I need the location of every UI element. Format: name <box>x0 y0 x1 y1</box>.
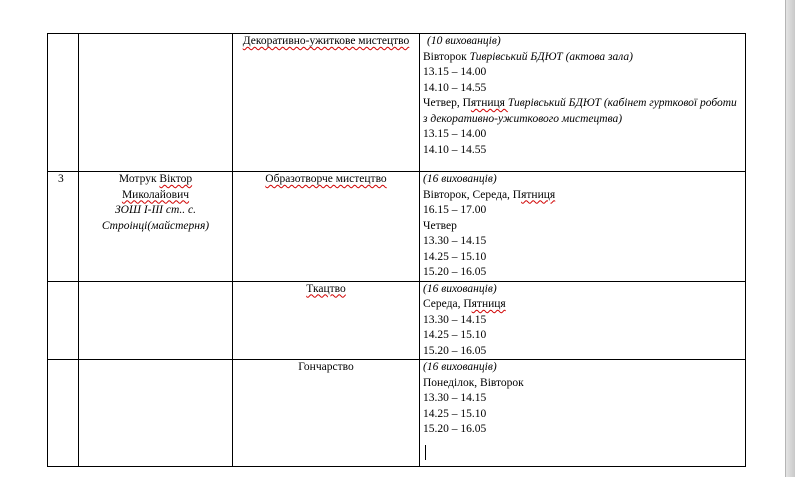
schedule-days <box>423 297 742 313</box>
subject-label: Гончарство <box>298 361 354 373</box>
time-slot: 14.10 – 14.55 <box>423 143 487 156</box>
subject-label: Ткацтво <box>306 282 346 295</box>
students-count: (16 вихованців) <box>423 282 497 295</box>
page-edge <box>786 0 795 477</box>
time-slot: 16.15 – 17.00 <box>423 204 487 216</box>
subject-cell[interactable] <box>233 34 420 172</box>
schedule-cell[interactable] <box>420 360 746 467</box>
time-slot: 13.30 – 14.15 <box>423 313 487 326</box>
time-slot: 13.15 – 14.00 <box>423 128 487 140</box>
schedule-days: Понеділок, Вівторок <box>423 376 524 389</box>
days-text: Вівторок, Середа, П <box>423 188 522 201</box>
days-text-cont: ятниця <box>471 298 506 310</box>
row-number-cell[interactable] <box>48 34 79 172</box>
teacher-name <box>82 172 229 188</box>
schedule-place: Тиврівський БДЮТ (кабінет гурткової роботи з декоративно-ужиткового мистецтва) <box>423 97 737 125</box>
subject-label: Образотворче мистецтво <box>265 173 387 185</box>
students-count: (16 вихованців) <box>423 173 497 185</box>
teacher-cell[interactable] <box>79 360 233 467</box>
table-row <box>48 281 746 360</box>
time-slot: 14.10 – 14.55 <box>423 81 487 94</box>
teacher-place: Строінці(майстерня) <box>101 219 210 232</box>
time-slot: 14.25 – 15.10 <box>423 250 487 263</box>
teacher-patronymic: Миколайович <box>121 188 190 201</box>
schedule-cell[interactable] <box>420 34 746 172</box>
time-slot: 14.25 – 15.10 <box>423 329 487 341</box>
teacher-cell[interactable] <box>79 34 233 172</box>
time-slot: 13.30 – 14.15 <box>423 392 487 404</box>
time-slot: 15.20 – 16.05 <box>423 344 487 357</box>
time-slot: 13.30 – 14.15 <box>423 235 487 247</box>
table-row <box>48 34 746 172</box>
schedule-day: Вівторок <box>423 50 470 63</box>
time-slot: 15.20 – 16.05 <box>423 423 487 435</box>
teacher-place: ЗОШ І-ІІІ ст.. с. <box>114 204 197 216</box>
row-number-cell[interactable] <box>48 281 79 360</box>
schedule-day: Четвер, П <box>423 97 471 109</box>
schedule-cell[interactable] <box>420 281 746 360</box>
schedule-cell[interactable] <box>420 172 746 282</box>
row-number-cell[interactable] <box>48 360 79 467</box>
days-text: Середа, П <box>423 298 472 310</box>
schedule-line <box>423 96 742 127</box>
schedule-day-cont: ятниця <box>470 97 508 109</box>
row-number-cell[interactable]: 3 <box>48 172 79 282</box>
subject-cell[interactable] <box>233 281 420 360</box>
subject-cell[interactable] <box>233 360 420 467</box>
schedule-line <box>423 50 742 66</box>
schedule-days <box>423 188 742 204</box>
table-row <box>48 172 746 282</box>
time-slot: 14.25 – 15.10 <box>423 407 487 420</box>
subject-label: Декоративно-ужиткове мистецтво <box>242 35 410 47</box>
teacher-cell[interactable] <box>79 281 233 360</box>
time-slot: 13.15 – 14.00 <box>423 66 487 78</box>
days-text-cont: ятниця <box>521 188 556 201</box>
schedule-place: Тиврівський БДЮТ (актова зала) <box>469 50 633 63</box>
time-slot: 15.20 – 16.05 <box>423 266 487 278</box>
teacher-cell[interactable] <box>79 172 233 282</box>
schedule-days: Четвер <box>423 219 457 232</box>
students-count: (16 вихованців) <box>423 361 497 373</box>
table-row <box>48 360 746 467</box>
students-count: (10 вихованців) <box>427 35 501 47</box>
text-cursor <box>425 445 426 460</box>
teacher-firstname: Віктор <box>159 173 193 185</box>
schedule-table <box>47 33 746 467</box>
subject-cell[interactable] <box>233 172 420 282</box>
teacher-surname: Мотрук <box>118 173 160 185</box>
